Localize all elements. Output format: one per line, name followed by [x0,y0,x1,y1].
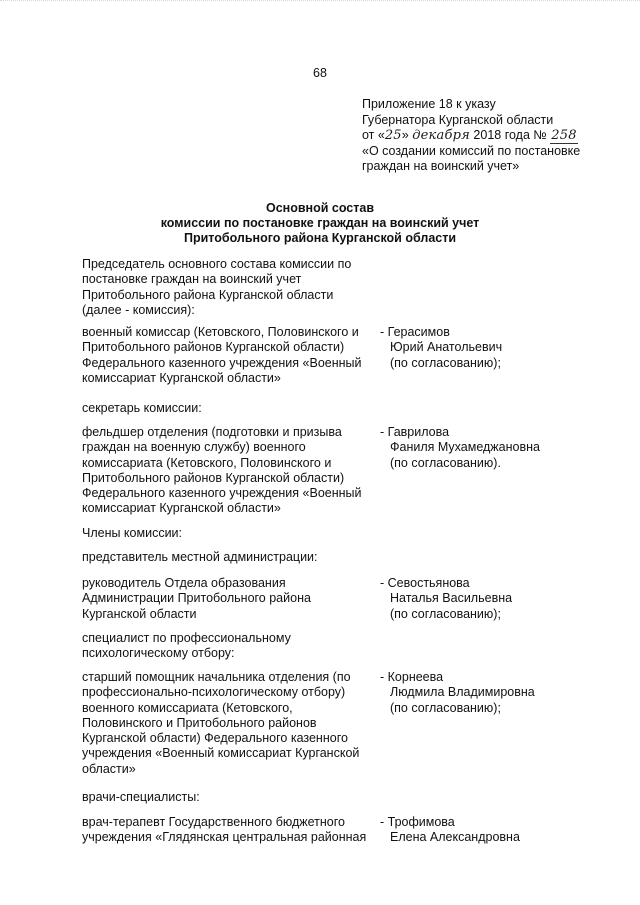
text-line: врач-терапевт Государственного бюджетного [82,815,346,829]
text-line: постановке граждан на воинский учет [82,272,302,287]
psych-person [380,670,630,716]
text-line: Притобольного района Курганской области [82,287,334,302]
person-surname: - Севостьянова [380,576,470,590]
person-name: Людмила Владимировна [390,685,535,700]
date-year: 2018 года № [469,128,547,143]
text-line: комиссариат Курганской области» [82,501,281,516]
person-name: Елена Александровна [390,830,520,845]
text-line: военный комиссар (Кетовского, Половинского и [82,325,359,339]
appendix-line-3 [362,128,632,144]
text-line: учреждения «Военный комиссариат Курганской [82,746,360,761]
document-heading [0,201,640,247]
person-surname: - Герасимов [380,325,450,339]
text-line: комиссариат Курганской области» [82,370,281,385]
local-admin-title: представитель местной администрации: [82,550,318,564]
text-line: руководитель Отдела образования [82,576,286,590]
secretary-title: секретарь комиссии: [82,401,202,415]
appendix-line-1: Приложение 18 к указу [362,97,496,111]
person-surname: - Корнеева [380,670,444,684]
text-line: Курганской области [82,606,197,621]
chairman-title [82,257,382,318]
person-note: (по согласованию); [390,355,501,370]
person-note: (по согласованию); [390,700,501,715]
text-line: Притобольного районов Курганской области) [82,470,345,485]
heading-line-1: Основной состав [265,201,375,215]
appendix-line-5: граждан на воинский учет» [362,159,520,174]
text-line: старший помощник начальника отделения (по [82,670,351,684]
text-line: военного комиссариата (Кетовского, [82,700,293,715]
secretary-person [380,425,630,471]
members-title: Члены комиссии: [82,526,183,540]
psych-position [82,670,382,777]
local-admin-position [82,576,382,622]
text-line: области» [82,761,136,776]
text-line: психологическому отбору: [82,646,235,661]
text-line: Курганской области) Федерального казенного [82,731,348,746]
heading-line-3: Притобольного района Курганской области [183,231,457,246]
appendix-line-4: «О создании комиссий по постановке [362,143,581,158]
heading-line-2: комиссии по постановке граждан на воинский учет [160,216,480,231]
scan-edge-artifact [0,0,640,5]
person-note: (по согласованию). [390,455,501,470]
text-line: специалист по профессиональному [82,631,291,645]
local-admin-person [380,576,630,622]
person-name: Наталья Васильевна [390,591,513,606]
text-line: Администрации Притобольного района [82,591,311,606]
text-line: Половинского и Притобольного районов [82,715,317,730]
doctors-title: врачи-специалисты: [82,790,200,804]
appendix-reference [362,97,632,175]
text-line: профессионально-психологическому отбору) [82,685,346,700]
text-line: Федерального казенного учреждения «Военный [82,355,362,370]
appendix-line-2: Губернатора Курганской области [362,112,554,127]
person-name: Юрий Анатольевич [390,340,503,355]
person-name: Фаниля Мухамеджановна [390,440,540,455]
date-prefix: от « [362,128,385,143]
therapist-position [82,815,382,846]
text-line: фельдшер отделения (подготовки и призыва [82,425,342,439]
chairman-position [82,325,382,386]
person-surname: - Гаврилова [380,425,450,439]
text-line: Федерального казенного учреждения «Военный [82,486,362,501]
person-note: (по согласованию); [390,606,501,621]
text-line: граждан на военную службу) военного [82,440,306,455]
page-number: 68 [313,66,327,80]
text-line: Председатель основного состава комиссии по [82,257,352,271]
handwritten-day: 25 [384,128,402,144]
secretary-position [82,425,382,517]
text-line: учреждения «Глядянская центральная районная [82,830,367,845]
chairman-person [380,325,630,371]
handwritten-month: декабря [412,128,470,144]
handwritten-decree-number: 258 [551,128,577,144]
therapist-person [380,815,630,846]
text-line: (далее - комиссия): [82,302,195,317]
text-line: комиссариата (Кетовского, Половинского и [82,455,332,470]
psych-title [82,631,382,662]
date-mid: » [401,128,413,143]
text-line: Притобольного районов Курганской области) [82,340,345,355]
person-surname: - Трофимова [380,815,455,829]
